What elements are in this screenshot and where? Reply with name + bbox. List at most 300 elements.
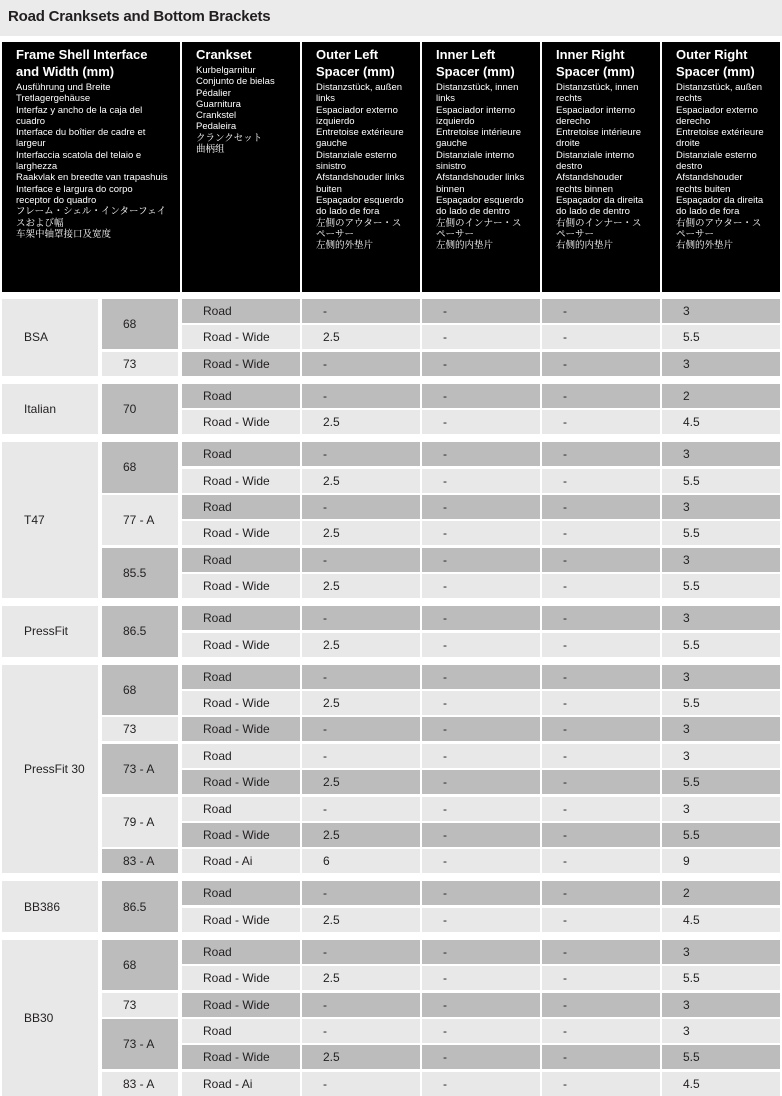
inner-left-cell-text: - [443,1024,447,1038]
outer-left-cell-text: - [323,356,327,371]
frame-shell-group-text: PressFit 30 [24,761,85,776]
frame-shell-group-text: Italian [24,401,57,416]
crankset-cell-text: Road - Wide [203,415,270,430]
shell-width-text: 79 - A [123,814,155,829]
shell-width-text: 68 [123,460,137,475]
crankset-cell-text: Road [203,447,232,462]
inner-left-cell-text: - [443,304,447,318]
outer-left-cell [302,966,420,990]
outer-left-cell [302,823,420,847]
inner-left-cell-text: - [443,500,447,514]
crankset-cell [182,352,300,376]
shell-width [102,548,178,598]
outer-left-cell-text: - [323,722,327,737]
outer-right-cell [662,881,780,905]
inner-left-cell [422,770,540,794]
inner-right-cell-text: - [563,356,567,371]
inner-left-cell-text: - [443,828,447,842]
shell-width-text: 73 - A [123,761,155,776]
crankset-cell [182,384,300,408]
column-header-subtitle: 左側のアウター・スペーサー [316,217,402,240]
inner-right-cell-text: - [563,330,567,345]
crankset-cell [182,908,300,932]
column-header-subtitle: Entretoise extérieure gauche [316,127,404,150]
inner-left-cell [422,993,540,1017]
inner-right-cell-text: - [563,775,567,790]
outer-left-cell-text: - [323,748,327,763]
outer-right-cell-text: 3 [683,500,690,514]
inner-right-cell [542,1072,660,1096]
shell-width-text: 68 [123,682,137,697]
outer-right-cell [662,849,780,873]
column-header-subtitle: 车架中轴罩接口及宽度 [16,228,112,240]
inner-right-cell-text: - [563,388,567,403]
outer-left-cell-text: - [323,886,327,901]
frame-shell-group [2,606,98,656]
inner-right-cell [542,495,660,519]
outer-left-cell-text: 2.5 [323,828,340,842]
column-header-subtitle: 右側のインナー・スペーサー [556,217,642,240]
inner-right-cell [542,881,660,905]
inner-right-cell [542,325,660,349]
crankset-cell [182,1045,300,1069]
outer-left-cell [302,352,420,376]
inner-left-cell [422,940,540,964]
frame-shell-group [2,384,98,434]
outer-left-cell [302,1019,420,1043]
column-header-subtitle: Interfaccia scatola del telaio e larghezza [16,149,142,173]
outer-right-cell [662,1045,780,1069]
frame-shell-group-text: BSA [24,330,49,345]
shell-width-text: 73 [123,997,137,1012]
inner-left-cell-text: - [443,330,447,345]
crankset-cell [182,940,300,964]
outer-right-cell [662,940,780,964]
crankset-cell-text: Road - Wide [203,912,270,927]
outer-left-cell-text: - [323,669,327,684]
inner-left-cell-text: - [443,971,447,986]
column-header-subtitle: Distanziale interno sinistro [436,149,515,173]
inner-right-cell [542,606,660,630]
column-header-subtitle: Interface e largura do corpo receptor do quadro [16,183,133,206]
crankset-cell-text: Road - Wide [203,722,270,737]
outer-left-cell-text: - [323,611,327,626]
inner-right-cell [542,908,660,932]
column-header-subtitle: Pedaleira [196,121,237,133]
shell-width-text: 86.5 [123,899,147,914]
inner-right-cell-text: - [563,801,567,816]
crankset-cell [182,744,300,768]
frame-shell-group-text: BB386 [24,899,61,914]
inner-right-cell [542,469,660,493]
column-header-subtitle: Afstandshouder rechts binnen [556,172,623,195]
inner-right-cell [542,940,660,964]
column-header-subtitle: Entretoise extérieure droite [676,127,764,150]
crankset-cell-text: Road - Wide [203,997,270,1012]
inner-left-cell-text: - [443,388,447,403]
inner-left-cell-text: - [443,775,447,790]
outer-left-cell [302,881,420,905]
inner-right-cell-text: - [563,526,567,541]
crankset-cell [182,410,300,434]
inner-right-cell [542,665,660,689]
outer-right-cell-text: 3 [683,997,690,1012]
outer-right-cell [662,665,780,689]
frame-shell-group [2,299,98,376]
inner-left-cell [422,606,540,630]
crankset-cell [182,442,300,466]
inner-left-cell-text: - [443,944,447,959]
crankset-cell [182,574,300,598]
crankset-cell [182,469,300,493]
shell-width-text: 77 - A [123,513,155,528]
inner-right-cell [542,299,660,323]
shell-width [102,849,178,873]
outer-right-cell-text: 5.5 [683,696,700,710]
crankset-cell-text: Road [203,304,232,318]
inner-right-cell-text: - [563,854,567,869]
outer-left-cell [302,521,420,545]
column-header-subtitle: Distanziale esterno destro [676,149,757,173]
inner-right-cell [542,744,660,768]
crankset-cell-text: Road [203,886,232,901]
column-header-subtitle: Espaçador da direita do lado de dentro [556,194,644,218]
column-header-subtitle: Espaçador da direita do lado de fora [676,194,764,218]
crankset-cell [182,495,300,519]
inner-left-cell [422,1019,540,1043]
column-header-subtitle: 右側のアウター・スペーサー [676,217,762,240]
inner-right-cell [542,993,660,1017]
inner-right-cell [542,823,660,847]
shell-width [102,1019,178,1069]
crankset-cell [182,606,300,630]
outer-left-cell-text: - [323,944,327,959]
crankset-cell-text: Road - Wide [203,828,270,842]
outer-right-cell [662,797,780,821]
inner-left-cell [422,384,540,408]
inner-left-cell [422,966,540,990]
outer-right-cell [662,744,780,768]
outer-right-cell-text: 2 [683,388,690,403]
outer-right-cell [662,495,780,519]
column-header-subtitle: 曲柄组 [196,144,225,156]
inner-right-cell [542,442,660,466]
inner-left-cell [422,1072,540,1096]
outer-left-cell [302,325,420,349]
outer-right-cell [662,548,780,572]
outer-left-cell-text: 2.5 [323,637,340,652]
outer-right-cell-text: 5.5 [683,637,700,652]
outer-left-cell-text: 6 [323,854,330,869]
shell-width [102,1072,178,1096]
outer-right-cell-text: 3 [683,944,690,959]
shell-width [102,717,178,741]
outer-left-cell [302,469,420,493]
inner-left-cell [422,495,540,519]
frame-shell-group [2,442,98,598]
outer-left-cell-text: - [323,304,327,318]
outer-right-cell [662,521,780,545]
crankset-cell-text: Road [203,1024,232,1038]
outer-right-cell [662,325,780,349]
crankset-cell-text: Road - Wide [203,637,270,652]
outer-left-cell [302,665,420,689]
outer-right-cell [662,410,780,434]
inner-left-cell [422,410,540,434]
outer-left-cell [302,606,420,630]
crankset-cell-text: Road [203,944,232,959]
outer-left-cell [302,574,420,598]
outer-right-cell-text: 5.5 [683,526,700,541]
crankset-cell [182,665,300,689]
crankset-cell [182,299,300,323]
outer-left-cell [302,940,420,964]
column-header-subtitle: 左側のインナー・スペーサー [436,217,522,240]
outer-left-cell [302,548,420,572]
outer-right-cell-text: 5.5 [683,330,700,345]
outer-right-cell [662,717,780,741]
frame-shell-group-text: T47 [24,513,45,528]
outer-left-cell [302,993,420,1017]
inner-right-cell [542,410,660,434]
inner-right-cell [542,548,660,572]
outer-left-cell [302,1072,420,1096]
crankset-cell-text: Road - Wide [203,330,270,345]
crankset-cell [182,717,300,741]
inner-left-cell [422,881,540,905]
outer-left-cell [302,495,420,519]
inner-right-cell [542,574,660,598]
inner-right-cell [542,717,660,741]
inner-right-cell-text: - [563,415,567,430]
outer-right-cell [662,993,780,1017]
outer-left-cell-text: 2.5 [323,696,340,710]
outer-left-cell-text: 2.5 [323,473,340,488]
shell-width-text: 73 - A [123,1037,155,1052]
outer-left-cell [302,384,420,408]
outer-right-cell [662,442,780,466]
inner-right-cell-text: - [563,944,567,959]
outer-right-cell-text: 3 [683,1024,690,1038]
inner-left-cell [422,797,540,821]
crankset-cell-text: Road - Wide [203,526,270,541]
inner-left-cell-text: - [443,669,447,684]
outer-left-cell [302,442,420,466]
outer-right-cell-text: 5.5 [683,579,700,594]
inner-right-cell-text: - [563,611,567,626]
column-header-subtitle: Conjunto de bielas [196,76,275,88]
inner-left-cell-text: - [443,886,447,901]
crankset-cell [182,993,300,1017]
outer-right-cell [662,299,780,323]
column-header-title: Outer Right Spacer (mm) [676,47,755,79]
inner-right-cell-text: - [563,748,567,763]
inner-right-cell-text: - [563,500,567,514]
inner-right-cell [542,770,660,794]
inner-left-cell-text: - [443,722,447,737]
shell-width-text: 83 - A [123,1076,155,1091]
inner-left-cell-text: - [443,854,447,869]
outer-right-cell-text: 3 [683,722,690,737]
inner-left-cell [422,548,540,572]
inner-left-cell [422,442,540,466]
crankset-cell-text: Road [203,552,232,567]
column-header-subtitle: 左侧的外垫片 [316,240,374,252]
outer-left-cell [302,299,420,323]
crankset-cell [182,770,300,794]
inner-left-cell-text: - [443,447,447,462]
column-header [2,42,180,292]
column-header-subtitle: Espaçador esquerdo do lado de fora [316,194,404,218]
outer-left-cell-text: 2.5 [323,912,340,927]
inner-right-cell-text: - [563,637,567,652]
outer-right-cell [662,606,780,630]
crankset-cell-text: Road - Ai [203,1076,253,1091]
crankset-cell [182,849,300,873]
crankset-cell-text: Road [203,669,232,684]
outer-left-cell [302,770,420,794]
outer-right-cell [662,384,780,408]
column-header-subtitle: Afstandshouder rechts buiten [676,172,743,195]
column-header-subtitle: Entretoise intérieure droite [556,127,642,150]
column-header-subtitle: Raakvlak en breedte van trapashuis [16,172,168,184]
inner-right-cell [542,849,660,873]
page-title: Road Cranksets and Bottom Brackets [8,8,271,25]
inner-left-cell [422,823,540,847]
shell-width [102,797,178,847]
shell-width-text: 68 [123,957,137,972]
column-header [182,42,300,292]
outer-left-cell-text: - [323,388,327,403]
inner-left-cell-text: - [443,415,447,430]
shell-width [102,442,178,492]
outer-right-cell-text: 9 [683,854,690,869]
outer-right-cell-text: 4.5 [683,415,700,430]
crankset-cell-text: Road - Wide [203,971,270,986]
outer-right-cell [662,770,780,794]
outer-left-cell-text: - [323,997,327,1012]
inner-left-cell-text: - [443,473,447,488]
outer-right-cell-text: 5.5 [683,775,700,790]
crankset-cell [182,325,300,349]
column-header-subtitle: Distanzstück, außen links [316,82,403,105]
inner-left-cell [422,691,540,715]
column-header-subtitle: Espaciador externo izquierdo [316,104,398,127]
inner-right-cell [542,633,660,657]
outer-right-cell-text: 5.5 [683,473,700,488]
crankset-cell-text: Road - Wide [203,579,270,594]
outer-left-cell-text: - [323,500,327,514]
shell-width [102,744,178,794]
outer-right-cell-text: 3 [683,356,690,371]
frame-shell-group [2,940,98,1096]
outer-left-cell [302,717,420,741]
column-header-subtitle: Afstandshouder links buiten [316,172,405,195]
crankset-cell-text: Road [203,801,232,816]
column-header [662,42,780,292]
outer-left-cell-text: - [323,1076,327,1091]
inner-left-cell-text: - [443,748,447,763]
inner-left-cell-text: - [443,356,447,371]
outer-right-cell [662,823,780,847]
column-header-subtitle: Pédalier [196,87,231,99]
shell-width-text: 85.5 [123,565,147,580]
frame-shell-group-text: BB30 [24,1010,54,1025]
column-header-subtitle: Entretoise intérieure gauche [436,127,522,150]
outer-left-cell [302,410,420,434]
column-header-subtitle: Crankstel [196,110,237,122]
outer-right-cell [662,1019,780,1043]
inner-right-cell-text: - [563,669,567,684]
column-header [422,42,540,292]
inner-right-cell-text: - [563,828,567,842]
crankset-cell-text: Road - Wide [203,1050,270,1065]
outer-right-cell [662,1072,780,1096]
crankset-cell [182,966,300,990]
shell-width [102,881,178,931]
inner-left-cell [422,521,540,545]
outer-left-cell-text: 2.5 [323,415,340,430]
column-header-subtitle: 右侧的内垫片 [556,240,614,252]
outer-left-cell [302,744,420,768]
inner-right-cell [542,384,660,408]
column-header-subtitle: Espaciador interno derecho [556,104,636,127]
crankset-cell [182,548,300,572]
shell-width-text: 73 [123,356,137,371]
shell-width [102,352,178,376]
inner-right-cell-text: - [563,1050,567,1065]
shell-width [102,993,178,1017]
inner-right-cell-text: - [563,912,567,927]
inner-right-cell-text: - [563,696,567,710]
inner-left-cell [422,299,540,323]
shell-width-text: 83 - A [123,854,155,869]
inner-right-cell-text: - [563,552,567,567]
column-header-title: Outer Left Spacer (mm) [316,47,395,79]
crankset-cell-text: Road [203,611,232,626]
inner-left-cell [422,908,540,932]
outer-right-cell-text: 3 [683,304,690,318]
column-header-subtitle: クランクセット [196,132,263,144]
crankset-cell-text: Road [203,748,232,763]
outer-left-cell-text: 2.5 [323,579,340,594]
inner-left-cell [422,849,540,873]
crankset-cell-text: Road - Wide [203,473,270,488]
inner-right-cell [542,521,660,545]
column-header [542,42,660,292]
outer-left-cell [302,691,420,715]
column-header-subtitle: 左侧的内垫片 [436,240,494,252]
outer-left-cell-text: - [323,1024,327,1038]
column-header-subtitle: Distanzstück, innen rechts [556,82,639,105]
inner-right-cell-text: - [563,886,567,901]
column-header-title: Frame Shell Interface and Width (mm) [16,47,148,79]
inner-right-cell-text: - [563,971,567,986]
shell-width [102,299,178,349]
inner-right-cell [542,1045,660,1069]
outer-left-cell-text: 2.5 [323,526,340,541]
crankset-cell [182,633,300,657]
outer-left-cell-text: - [323,801,327,816]
crankset-cell [182,1019,300,1043]
inner-right-cell-text: - [563,304,567,318]
shell-width-text: 73 [123,722,137,737]
outer-right-cell-text: 3 [683,552,690,567]
frame-shell-group [2,881,98,931]
crankset-cell [182,823,300,847]
outer-right-cell-text: 4.5 [683,912,700,927]
outer-left-cell [302,797,420,821]
